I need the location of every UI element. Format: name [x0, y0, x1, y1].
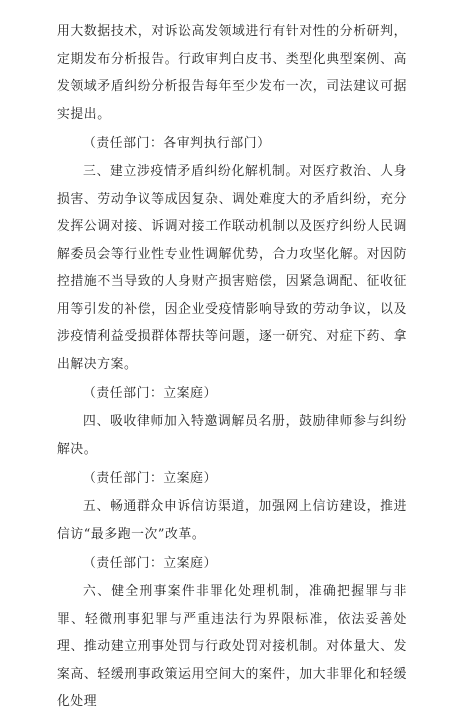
responsible-department-2: （责任部门：立案庭）: [83, 386, 217, 401]
document-body: [57, 18, 407, 716]
responsible-department-4: （责任部门：立案庭）: [83, 556, 217, 571]
responsible-department-3: （责任部门：立案庭）: [83, 471, 217, 486]
paragraph-item-4: 四、吸收律师加入特邀调解员名册，鼓励律师参与纠纷解决。: [57, 414, 407, 457]
paragraph-continued: 用大数据技术，对诉讼高发领域进行有针对性的分析研判，定期发布分析报告。行政审判白皮书、类型化典型案例、高发领域矛盾纠纷分析报告每年至少发布一次，司法建议可据实提出。: [57, 24, 407, 122]
responsible-department-1: （责任部门：各审判执行部门）: [83, 136, 271, 151]
paragraph-item-5: 五、畅通群众申诉信访渠道，加强网上信访建设，推进信访“最多跑一次”改革。: [57, 499, 407, 542]
paragraph-item-3: 三、建立涉疫情矛盾纠纷化解机制。对医疗救治、人身损害、劳动争议等成因复杂、调处难度大的矛盾纠纷，充分发挥公调对接、诉调对接工作联动机制以及医疗纠纷人民调解委员会等行业性专业性调解优势，合力攻坚化解。对因防控措施不当导致的人身财产损害赔偿，因紧急调配、征收征用等引发的补偿，因企业受疫情影响导致的劳动争议，以及涉疫情利益受损群体帮扶等问题，逐一研究、对症下药、拿出解决方案。: [57, 164, 407, 372]
paragraph-item-6: 六、健全刑事案件非罪化处理机制，准确把握罪与非罪、轻微刑事犯罪与严重违法行为界限标准，依法妥善处理、推动建立刑事处罚与行政处罚对接机制。对体量大、发案高、轻缓刑事政策运用空间大的案件，加大非罪化和轻缓化处理: [57, 584, 407, 709]
